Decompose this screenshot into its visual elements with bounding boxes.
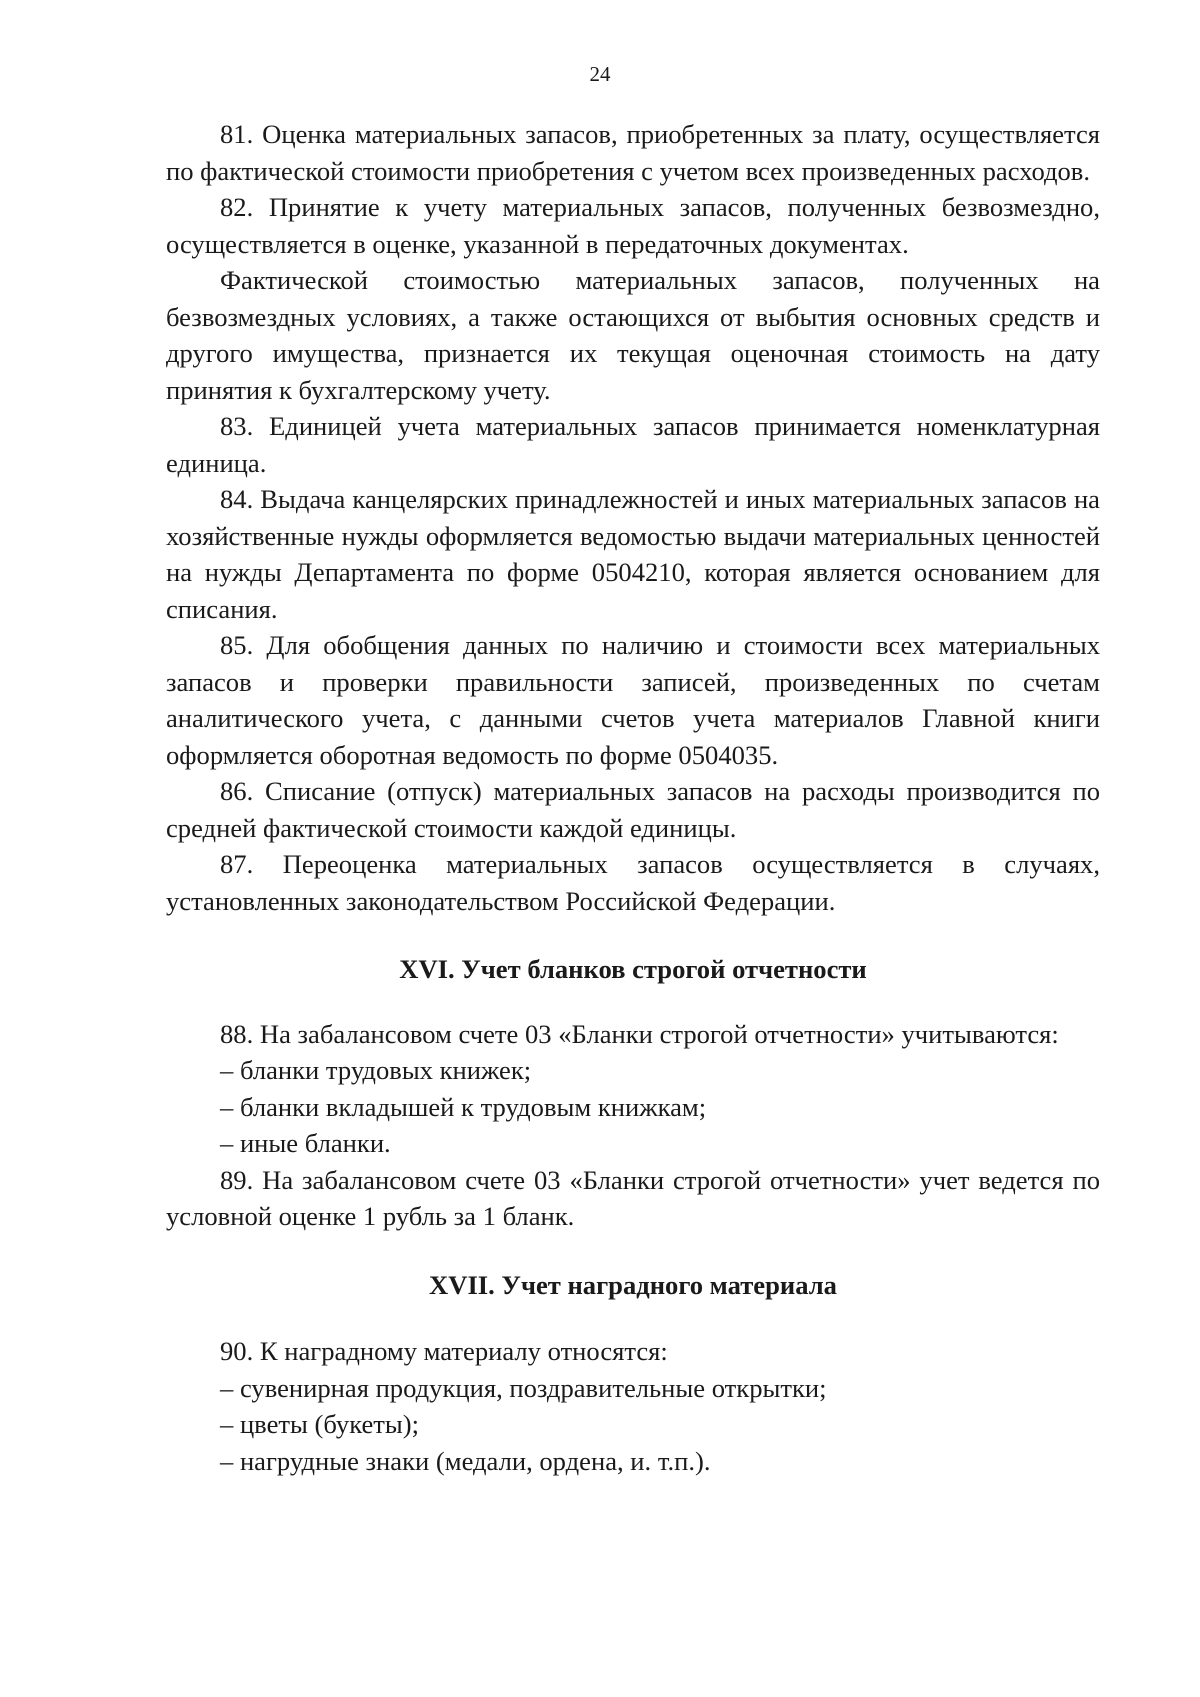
section-heading-xvi: XVI. Учет бланков строгой отчетности [399,954,867,984]
list-item: – нагрудные знаки (медали, ордена, и. т.п.). [220,1445,711,1476]
paragraph-84: 84. Выдача канцелярских принадлежностей и иных материальных запасов на хозяйственные нужды оформляется ведомостью выдачи материальных ценностей на нужды Департамента по форме 0504210, которая является основанием для списания. [166,484,1100,624]
paragraph-82: 82. Принятие к учету материальных запасов, полученных безвозмездно, осуществляется в оценке, указанной в передаточных документах. [166,192,1100,259]
list-item: – бланки вкладышей к трудовым книжкам; [220,1091,707,1122]
list-item: – цветы (букеты); [220,1409,419,1439]
list-item: – сувенирная продукция, поздравительные открытки; [220,1372,827,1403]
paragraph-81: 81. Оценка материальных запасов, приобретенных за плату, осуществляется по фактической стоимости приобретения с учетом всех произведенных расходов. [166,119,1100,186]
paragraph-actual-cost: Фактической стоимостью материальных запасов, полученных на безвозмездных условиях, а также остающихся от выбытия основных средств и другого имущества, признается их текущая оценочная стоимость на дату принятия к бухгалтерскому учету. [166,265,1100,405]
section-heading-xvii: XVII. Учет наградного материала [429,1269,837,1300]
paragraph-87: 87. Переоценка материальных запасов осуществляется в случаях, установленных законодательством Российской Федерации. [166,849,1100,916]
paragraph-83: 83. Единицей учета материальных запасов принимается номенклатурная единица. [166,411,1100,478]
paragraph-88: 88. На забалансовом счете 03 «Бланки строгой отчетности» учитываются: [220,1018,1059,1049]
page-content [166,116,1100,1479]
paragraph-85: 85. Для обобщения данных по наличию и стоимости всех материальных запасов и проверки правильности записей, произведенных по счетам аналитического учета, с данными счетов учета материалов Главной книги оформляется оборотная ведомость по форме 0504035. [166,630,1100,770]
list-item: – иные бланки. [220,1128,391,1158]
paragraph-89: 89. На забалансовом счете 03 «Бланки строгой отчетности» учет ведется по условной оценке 1 рубль за 1 бланк. [166,1164,1100,1231]
list-item: – бланки трудовых книжек; [220,1055,532,1085]
paragraph-86: 86. Списание (отпуск) материальных запасов на расходы производится по средней фактической стоимости каждой единицы. [166,776,1100,843]
paragraph-90: 90. К наградному материалу относятся: [220,1336,668,1366]
page-number: 24 [589,62,611,86]
